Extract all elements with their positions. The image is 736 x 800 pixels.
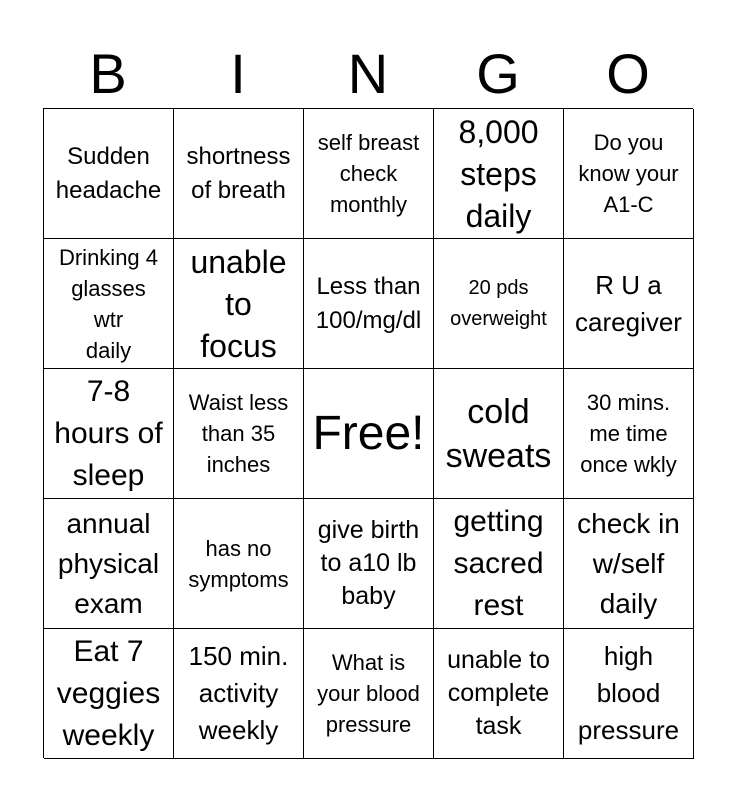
cell-text: R U a caregiver	[575, 269, 682, 337]
bingo-cell[interactable]	[564, 629, 694, 759]
cell-text: 150 min. activity weekly	[188, 641, 289, 745]
header-letter-n: N	[347, 42, 389, 105]
header-letter-o: O	[606, 42, 650, 105]
bingo-cell[interactable]	[174, 629, 304, 759]
bingo-cell[interactable]	[304, 239, 434, 369]
header-letter-g: G	[476, 42, 520, 105]
bingo-cell[interactable]	[44, 629, 174, 759]
bingo-cell[interactable]	[44, 369, 174, 499]
bingo-cell[interactable]	[304, 499, 434, 629]
cell-text: high blood pressure	[577, 641, 680, 745]
bingo-cell[interactable]	[44, 109, 174, 239]
cell-text: getting sacred rest	[453, 504, 544, 622]
cell-text: self breast check monthly	[317, 130, 420, 217]
cell-text: give birth to a10 lb baby	[317, 516, 420, 610]
bingo-cell[interactable]	[434, 499, 564, 629]
bingo-header	[43, 40, 693, 108]
bingo-cell[interactable]	[434, 369, 564, 499]
bingo-cell[interactable]	[564, 369, 694, 499]
bingo-cell[interactable]	[564, 499, 694, 629]
cell-text: check in w/self daily	[577, 507, 680, 619]
bingo-cell[interactable]	[304, 109, 434, 239]
bingo-grid	[43, 108, 693, 758]
cell-text: 7-8 hours of sleep	[54, 374, 163, 492]
bingo-cell-free[interactable]	[304, 369, 434, 499]
cell-text: 8,000 steps daily	[458, 113, 539, 234]
cell-text: unable to complete task	[447, 646, 550, 740]
cell-text: 20 pds overweight	[450, 276, 547, 330]
free-space-text: Free!	[312, 406, 425, 460]
bingo-cell[interactable]	[304, 629, 434, 759]
cell-text: Sudden headache	[55, 142, 162, 204]
cell-text: What is your blood pressure	[317, 650, 420, 737]
bingo-cell[interactable]	[174, 369, 304, 499]
cell-text: Do you know your A1-C	[578, 130, 679, 217]
cell-text: annual physical exam	[57, 507, 160, 619]
cell-text: Waist less than 35 inches	[188, 390, 289, 477]
bingo-cell[interactable]	[44, 499, 174, 629]
cell-text: Drinking 4 glasses wtr daily	[58, 244, 159, 363]
cell-text: Eat 7 veggies weekly	[56, 634, 161, 752]
cell-text: shortness of breath	[186, 142, 291, 204]
bingo-cell[interactable]	[174, 239, 304, 369]
header-letter-b: B	[89, 42, 127, 105]
cell-text: cold sweats	[445, 392, 552, 475]
bingo-cell[interactable]	[434, 239, 564, 369]
cell-text: Less than 100/mg/dl	[315, 272, 422, 334]
cell-text: 30 mins. me time once wkly	[580, 390, 677, 477]
bingo-cell[interactable]	[434, 109, 564, 239]
bingo-cell[interactable]	[564, 239, 694, 369]
bingo-cell[interactable]	[44, 239, 174, 369]
header-letter-i: I	[230, 42, 246, 105]
bingo-cell[interactable]	[434, 629, 564, 759]
bingo-cell[interactable]	[174, 109, 304, 239]
bingo-cell[interactable]	[564, 109, 694, 239]
cell-text: has no symptoms	[188, 535, 289, 592]
bingo-cell[interactable]	[174, 499, 304, 629]
cell-text: unable to focus	[190, 243, 287, 364]
